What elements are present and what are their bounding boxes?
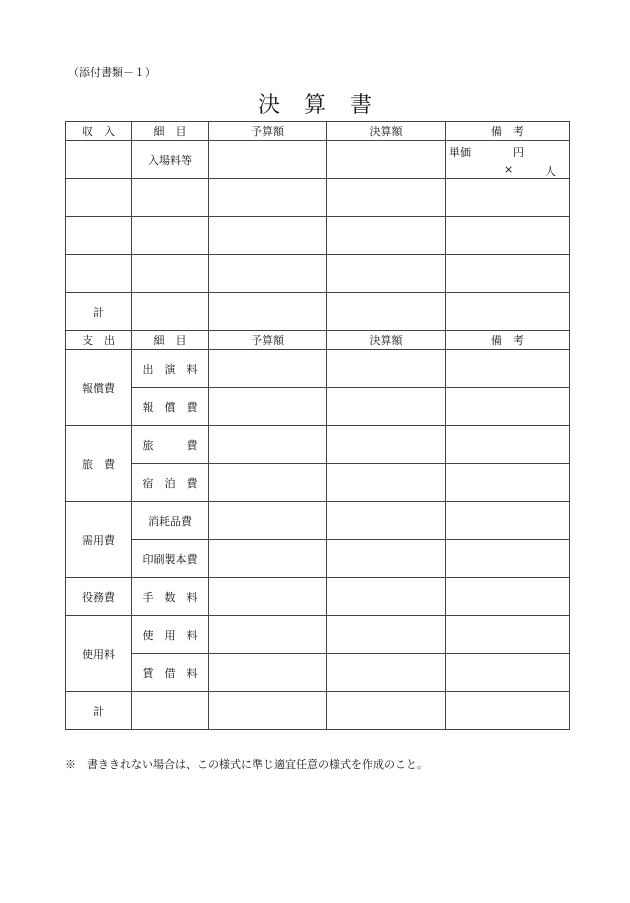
expense-remarks-header: 備 考 [446, 331, 570, 350]
unit-price-label: 単価 [449, 146, 471, 159]
expense-row [66, 578, 570, 616]
income-total-budget[interactable] [209, 293, 327, 331]
income-budget-cell[interactable] [209, 255, 327, 293]
income-remarks-cell[interactable] [446, 255, 570, 293]
expense-remarks-cell[interactable] [446, 502, 570, 540]
income-category-cell[interactable] [66, 217, 132, 255]
expense-settled-cell[interactable] [327, 388, 446, 426]
expense-total-remarks[interactable] [446, 692, 570, 730]
expense-item-label: 出 演 料 [132, 350, 209, 388]
income-total-remarks[interactable] [446, 293, 570, 331]
income-remarks-cell[interactable] [446, 179, 570, 217]
expense-remarks-cell[interactable] [446, 616, 570, 654]
expense-settled-cell[interactable] [327, 426, 446, 464]
income-row [66, 179, 570, 217]
expense-settled-cell[interactable] [327, 350, 446, 388]
expense-budget-cell[interactable] [209, 426, 327, 464]
expense-row [66, 654, 570, 692]
income-category-cell[interactable] [66, 179, 132, 217]
expense-remarks-cell[interactable] [446, 540, 570, 578]
expense-remarks-cell[interactable] [446, 464, 570, 502]
income-detail-cell[interactable] [132, 179, 209, 217]
income-total-settled[interactable] [327, 293, 446, 331]
expense-budget-cell[interactable] [209, 350, 327, 388]
expense-settled-cell[interactable] [327, 464, 446, 502]
expense-budget-cell[interactable] [209, 578, 327, 616]
expense-budget-cell[interactable] [209, 540, 327, 578]
income-budget-cell[interactable] [209, 141, 327, 179]
expense-remarks-cell[interactable] [446, 654, 570, 692]
expense-row [66, 388, 570, 426]
income-category-cell[interactable] [66, 141, 132, 179]
expense-remarks-cell[interactable] [446, 426, 570, 464]
income-budget-header: 予算額 [209, 122, 327, 141]
expense-total-row [66, 692, 570, 730]
title-char: 書 [350, 93, 373, 118]
income-detail-cell[interactable] [132, 217, 209, 255]
expense-row [66, 502, 570, 540]
expense-header-row [66, 331, 570, 350]
expense-category-cell: 使用料 [66, 616, 132, 692]
income-settled-header: 決算額 [327, 122, 446, 141]
expense-category-cell: 報償費 [66, 350, 132, 426]
expense-settled-cell[interactable] [327, 540, 446, 578]
attachment-reference: （添付書類－１） [68, 66, 156, 79]
income-detail-cell: 入場料等 [132, 141, 209, 179]
income-total-label: 計 [66, 293, 132, 331]
income-row [66, 255, 570, 293]
income-total-detail[interactable] [132, 293, 209, 331]
expense-category-cell: 役務費 [66, 578, 132, 616]
income-detail-cell[interactable] [132, 255, 209, 293]
expense-budget-header: 予算額 [209, 331, 327, 350]
income-settled-cell[interactable] [327, 255, 446, 293]
expense-budget-cell[interactable] [209, 502, 327, 540]
expense-row [66, 426, 570, 464]
expense-item-label: 消耗品費 [132, 502, 209, 540]
income-category-header: 収 入 [66, 122, 132, 141]
income-budget-cell[interactable] [209, 217, 327, 255]
expense-item-label: 使 用 料 [132, 616, 209, 654]
expense-settled-cell[interactable] [327, 502, 446, 540]
expense-settled-cell[interactable] [327, 578, 446, 616]
title-char: 決 [257, 93, 280, 118]
income-row [66, 141, 570, 179]
expense-row [66, 540, 570, 578]
expense-remarks-cell[interactable] [446, 388, 570, 426]
settlement-table [65, 121, 570, 730]
income-remarks-cell[interactable] [446, 141, 570, 179]
yen-label: 円 [513, 146, 524, 159]
income-total-row [66, 293, 570, 331]
expense-item-label: 手 数 料 [132, 578, 209, 616]
income-settled-cell[interactable] [327, 179, 446, 217]
expense-total-detail[interactable] [132, 692, 209, 730]
expense-row [66, 464, 570, 502]
income-detail-header: 細 目 [132, 122, 209, 141]
expense-settled-header: 決算額 [327, 331, 446, 350]
expense-item-label: 宿 泊 費 [132, 464, 209, 502]
expense-item-label: 報 償 費 [132, 388, 209, 426]
expense-settled-cell[interactable] [327, 654, 446, 692]
times-label: × [504, 163, 514, 176]
income-remarks-header: 備 考 [446, 122, 570, 141]
expense-row [66, 616, 570, 654]
expense-budget-cell[interactable] [209, 464, 327, 502]
expense-settled-cell[interactable] [327, 616, 446, 654]
expense-remarks-cell[interactable] [446, 350, 570, 388]
title-char: 算 [303, 93, 326, 118]
expense-item-label: 旅 費 [132, 426, 209, 464]
income-row [66, 217, 570, 255]
income-header-row [66, 122, 570, 141]
expense-total-settled[interactable] [327, 692, 446, 730]
expense-category-header: 支 出 [66, 331, 132, 350]
expense-category-cell: 旅 費 [66, 426, 132, 502]
expense-total-label: 計 [66, 692, 132, 730]
income-budget-cell[interactable] [209, 179, 327, 217]
footnote: ※ 書ききれない場合は、この様式に準じ適宜任意の様式を作成のこと。 [65, 758, 428, 771]
expense-remarks-cell[interactable] [446, 578, 570, 616]
income-settled-cell[interactable] [327, 217, 446, 255]
expense-category-cell: 需用費 [66, 502, 132, 578]
income-category-cell[interactable] [66, 255, 132, 293]
person-label: 人 [545, 165, 556, 178]
income-remarks-cell[interactable] [446, 217, 570, 255]
expense-budget-cell[interactable] [209, 654, 327, 692]
expense-detail-header: 細 目 [132, 331, 209, 350]
expense-item-label: 賃 借 料 [132, 654, 209, 692]
expense-row [66, 350, 570, 388]
expense-total-budget[interactable] [209, 692, 327, 730]
expense-budget-cell[interactable] [209, 388, 327, 426]
expense-item-label: 印刷製本費 [132, 540, 209, 578]
document-title [0, 88, 630, 119]
expense-budget-cell[interactable] [209, 616, 327, 654]
income-settled-cell[interactable] [327, 141, 446, 179]
